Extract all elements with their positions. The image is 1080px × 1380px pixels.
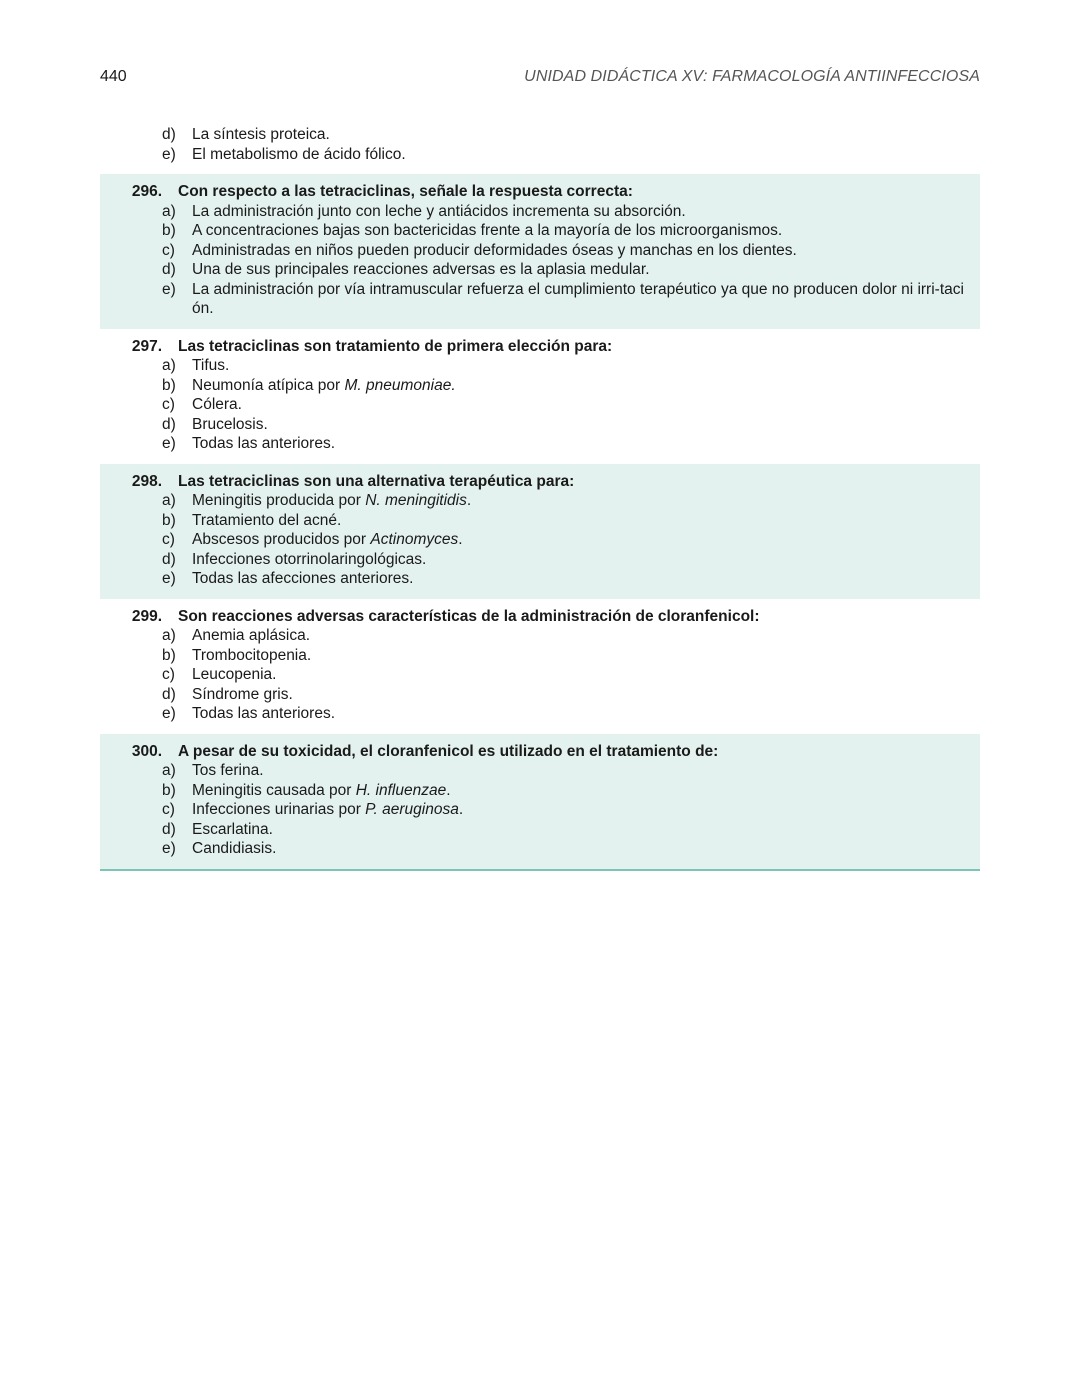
answer-option [100,704,980,724]
question-300 [100,734,980,869]
carryover-options [100,125,980,174]
option-text: Trombocitopenia. [192,646,312,664]
answer-option [100,260,980,280]
answer-option [100,511,980,531]
question-298 [100,464,980,599]
option-letter: e) [162,145,176,163]
option-text: Escarlatina. [192,820,273,838]
option-letter: d) [162,820,176,838]
option-text: Meningitis producida por N. meningitidis. [192,492,472,509]
option-text: Abscesos producidos por Actinomyces. [192,531,463,548]
option-letter: c) [162,531,175,548]
question-text: Las tetraciclinas son una alternativa terapéutica para: [178,472,575,490]
option-text: Infecciones otorrinolaringológicas. [192,550,427,568]
option-letter: a) [162,357,176,374]
question-number: 297. [131,337,162,355]
option-letter: d) [162,550,176,568]
option-text: Meningitis causada por H. influenzae. [192,781,451,799]
option-text: Todas las afecciones anteriores. [192,570,414,587]
option-text: A concentraciones bajas son bactericidas frente a la mayoría de los microorganismos. [192,222,783,239]
option-text: Cólera. [192,396,242,413]
question-number: 299. [131,607,162,625]
option-letter: e) [162,705,176,722]
answer-option [100,241,980,261]
option-text: Síndrome gris. [192,685,293,703]
section-bottom-rule [100,869,980,871]
answer-option [100,221,980,241]
option-letter: b) [162,511,176,529]
question-stem [100,182,980,202]
answer-option [100,685,980,705]
question-list [100,125,980,871]
page-number: 440 [100,68,127,85]
question-number: 298. [131,472,162,490]
answer-option [100,530,980,550]
answer-option [100,280,980,319]
question-text: A pesar de su toxicidad, el cloranfenicol es utilizado en el tratamiento de: [178,742,719,760]
question-296 [100,174,980,329]
question-stem [100,337,980,357]
option-text: Brucelosis. [192,415,268,433]
option-letter: d) [162,261,176,278]
option-text: Anemia aplásica. [192,627,311,644]
option-letter: a) [162,762,176,779]
question-299 [100,599,980,734]
answer-option [100,415,980,435]
option-text: La administración junto con leche y antiácidos incrementa su absorción. [192,202,686,220]
option-text: La síntesis proteica. [192,126,330,143]
option-letter: e) [162,570,176,587]
answer-option [100,550,980,570]
option-letter: b) [162,376,176,394]
question-text: Con respecto a las tetraciclinas, señale la respuesta correcta: [178,183,633,200]
answer-option [100,356,980,376]
option-text: La administración por vía intramuscular refuerza el cumplimiento terapéutico ya que no producen dolor ni irri-tación. [192,280,964,317]
answer-option [100,626,980,646]
option-letter: c) [162,801,175,818]
question-text: Son reacciones adversas características de la administración de cloranfenicol: [178,607,760,625]
answer-option [100,491,980,511]
answer-option [100,761,980,781]
option-text: Una de sus principales reacciones adversas es la aplasia medular. [192,261,650,278]
question-number: 296. [131,183,162,200]
option-text: Tos ferina. [192,762,264,779]
option-letter: a) [162,492,176,509]
answer-option [100,820,980,840]
option-text: Tratamiento del acné. [192,511,342,529]
question-stem [100,607,980,627]
option-text: Leucopenia. [192,666,277,683]
answer-option [100,646,980,666]
answer-option [100,202,980,222]
answer-option [100,839,980,859]
answer-option [100,395,980,415]
option-letter: d) [162,415,176,433]
option-text: Todas las anteriores. [192,705,336,722]
option-letter: e) [162,840,176,857]
option-text: Candidiasis. [192,840,277,857]
option-letter: a) [162,627,176,644]
answer-option [100,434,980,454]
question-297 [100,329,980,464]
option-letter: c) [162,241,175,259]
answer-option [100,665,980,685]
option-text: Tifus. [192,357,230,374]
answer-option [100,569,980,589]
option-text: Administradas en niños pueden producir deformidades óseas y manchas en los dientes. [192,241,797,259]
option-letter: d) [162,685,176,703]
option-text: El metabolismo de ácido fólico. [192,145,406,163]
option-letter: e) [162,280,176,298]
answer-option [100,145,980,165]
question-number: 300. [131,742,162,760]
option-letter: b) [162,222,176,239]
option-text: Neumonía atípica por M. pneumoniae. [192,376,456,394]
question-text: Las tetraciclinas son tratamiento de primera elección para: [178,337,613,355]
option-letter: b) [162,646,176,664]
question-stem [100,742,980,762]
option-letter: d) [162,126,176,143]
answer-option [100,376,980,396]
answer-option [100,781,980,801]
option-letter: e) [162,435,176,452]
answer-option [100,125,980,145]
option-letter: c) [162,396,175,413]
option-letter: c) [162,666,175,683]
option-letter: b) [162,781,176,799]
answer-option [100,800,980,820]
question-stem [100,472,980,492]
option-text: Infecciones urinarias por P. aeruginosa. [192,801,464,818]
option-text: Todas las anteriores. [192,435,336,452]
option-letter: a) [162,202,176,220]
running-header: UNIDAD DIDÁCTICA XV: FARMACOLOGÍA ANTIINFECCIOSA [524,68,980,85]
